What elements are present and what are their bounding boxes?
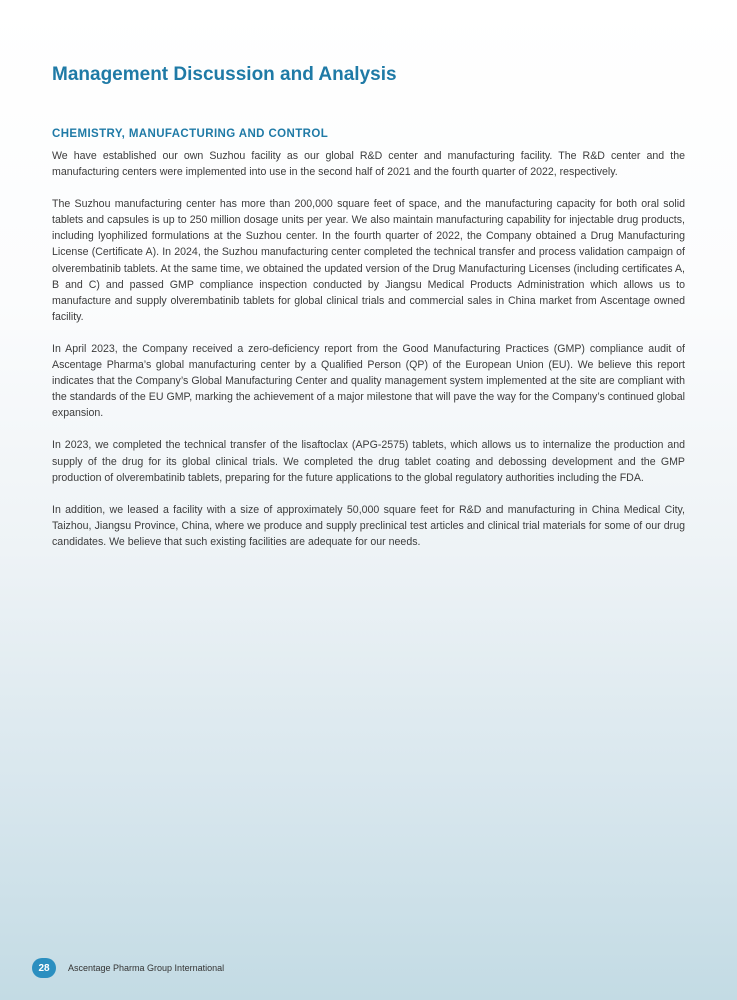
company-name: Ascentage Pharma Group International [68, 963, 225, 973]
section-body [52, 148, 685, 566]
paragraph: In 2023, we completed the technical transfer of the lisaftoclax (APG-2575) tablets, which allows us to internalize the production and supply of the drug for its global clinical trials. We completed the drug tablet coating and debossing development and the GMP production of olverembatinib tablets, preparing for the future applications to the global regulatory authorities including the FDA. [52, 439, 685, 484]
page-footer [32, 958, 224, 978]
paragraph: We have established our own Suzhou facility as our global R&D center and manufacturing facility. The R&D center and the manufacturing centers were implemented into use in the second half of 2021 and the fourth quarter of 2022, respectively. [52, 150, 685, 179]
paragraph: In addition, we leased a facility with a size of approximately 50,000 square feet for R&D and manufacturing in China Medical City, Taizhou, Jiangsu Province, China, where we produce and supply preclinical test articles and clinical trial materials for some of our drug candidates. We believe that such existing facilities are adequate for our needs. [52, 503, 685, 548]
page-number-badge: 28 [32, 958, 56, 978]
paragraph: In April 2023, the Company received a zero-deficiency report from the Good Manufacturing Practices (GMP) compliance audit of Ascentage Pharma’s global manufacturing center by a Qualified Person (QP) of the European Union (EU). We believe this report indicates that the Company’s Global Manufacturing Center and quality management system implemented at the site are compliant with the standards of the EU GMP, marking the achievement of a major milestone that will pave the way for the Company’s continued global expansion. [52, 342, 685, 420]
paragraph: The Suzhou manufacturing center has more than 200,000 square feet of space, and the manufacturing capacity for both oral solid tablets and capsules is up to 250 million dosage units per year. We also maintain manufacturing capability for injectable drug products, including lyophilized formulations at the Suzhou center. In the fourth quarter of 2022, the Company obtained a Drug Manufacturing License (Certificate A). In 2024, the Suzhou manufacturing center completed the technical transfer and process validation campaign of olverembatinib tablets. At the same time, we obtained the updated version of the Drug Manufacturing Licenses (including certificates A, B and C) and passed GMP compliance inspection conducted by Jiangsu Medical Products Administration which allows us to manufacture and supply olverembatinib tablets for global clinical trials and commercial sales in China market from Ascentage owned facility. [52, 198, 685, 323]
section-heading: CHEMISTRY, MANUFACTURING AND CONTROL [52, 128, 329, 140]
page-title: Management Discussion and Analysis [52, 64, 397, 85]
